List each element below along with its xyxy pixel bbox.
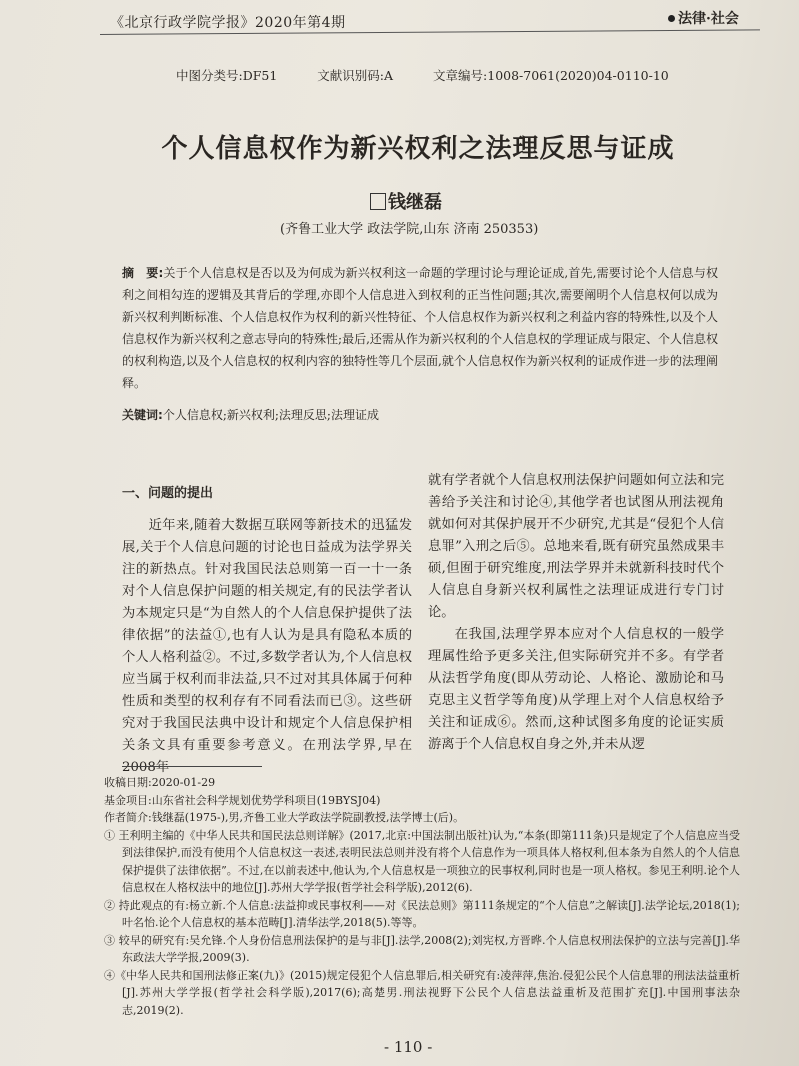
page-number: - 110 - [384, 1038, 433, 1056]
keywords [122, 406, 379, 423]
body-paragraph: 近年来,随着大数据互联网等新技术的迅猛发展,关于个人信息问题的讨论也日益成为法学界关注的新热点。针对我国民法总则第一百一十一条对个人信息保护问题的相关规定,有的民法学者认为本规定只是“为自然人的个人信息保护提供了法律依据”的法益①,也有人认为是具有隐私本质的个人人格利益②。不过,多数学者认为,个人信息权应当属于权利而非法益,只不过对其具体属于何种性质和类型的权利存有不同看法而已③。这些研究对于我国民法典中设计和规定个人信息保护相关条文具有重要参考意义。在刑法学界,早在2008年 [122, 518, 412, 775]
section-label: 法律·社会 [678, 11, 739, 27]
keywords-text: 个人信息权;新兴权利;法理反思;法理证成 [162, 408, 379, 422]
section-header [668, 8, 739, 28]
document-code: 文献识别码:A [317, 68, 394, 83]
author-bio: 作者简介:钱继磊(1975-),男,齐鲁工业大学政法学院副教授,法学博士(后)。 [104, 811, 465, 824]
author-box-icon [370, 193, 386, 210]
author-name: 钱继磊 [388, 192, 442, 213]
left-column [122, 482, 412, 779]
body-paragraph: 就有学者就个人信息权刑法保护问题如何立法和完善给予关注和讨论④,其他学者也试图从刑法视角就如何对其保护展开不少研究,尤其是“侵犯个人信息罪”入刑之后⑤。总地来看,既有研究虽然成果丰硕,但囿于研究维度,刑法学界并未就新科技时代个人信息自身新兴权利属性之法理证成进行专门讨论。 [428, 473, 724, 620]
abstract [122, 262, 718, 394]
bullet-icon [668, 15, 675, 22]
article-number: 文章编号:1008-7061(2020)04-0110-10 [433, 68, 669, 83]
author-line [370, 188, 442, 214]
affiliation: (齐鲁工业大学 政法学院,山东 济南 250353) [280, 222, 539, 237]
footnote-4: ④《中华人民共和国刑法修正案(九)》(2015)规定侵犯个人信息罪后,相关研究有:凌萍萍,焦治.侵犯公民个人信息罪的刑法法益重析[J].苏州大学学报(哲学社会科学版),2017(6);高楚男.刑法视野下公民个人信息法益重析及范围扩充[J].中国刑事法杂志,2019(2). [104, 968, 740, 1017]
footnote-2: ② 持此观点的有:杨立新.个人信息:法益抑或民事权利——对《民法总则》第111条规定的“个人信息”之解读[J].法学论坛,2018(1);叶名怡.论个人信息权的基本范畴[J].清华法学,2018(5).等等。 [104, 898, 740, 929]
clc-number: 中图分类号:DF51 [176, 68, 278, 83]
received-date: 收稿日期:2020-01-29 [104, 776, 216, 789]
footnote-3: ③ 较早的研究有:吴允锋.个人身份信息刑法保护的是与非[J].法学,2008(2);刘宪权,方晋晔.个人信息权刑法保护的立法与完善[J].华东政法大学学报,2009(3). [104, 933, 740, 964]
footnotes [104, 774, 740, 1019]
article-title: 个人信息权作为新兴权利之法理反思与证成 [161, 134, 675, 164]
fund-project: 基金项目:山东省社会科学规划优势学科项目(19BYSJ04) [104, 793, 381, 807]
body-paragraph: 在我国,法理学界本应对个人信息权的一般学理属性给予更多关注,但实际研究并不多。有学者从法哲学角度(即从劳动论、人格论、激励论和马克思主义哲学等角度)从学理上对个人信息权给予关注和证成⑥。然而,这种试图多角度的论证实质游离于个人信息权自身之外,并未从逻 [428, 627, 724, 752]
abstract-text: 关于个人信息权是否以及为何成为新兴权利这一命题的学理讨论与理论证成,首先,需要讨论个人信息与权利之间相勾连的逻辑及其背后的学理,亦即个人信息进入到权利的正当性问题;其次,需要阐明个人信息权何以成为新兴权利判断标准、个人信息权作为权利的新兴性特征、个人信息权作为新兴权利之利益内容的特殊性,以及个人信息权作为新兴权利之意志导向的特殊性;最后,还需从作为新兴权利的个人信息权的学理证成与限定、个人信息权的权利构造,以及个人信息权的权利内容的独特性等几个层面,就个人信息权作为新兴权利的证成作进一步的法理阐释。 [122, 266, 718, 390]
right-column [428, 470, 724, 756]
journal-header: 《北京行政学院学报》2020年第4期 [110, 15, 346, 31]
footnote-divider [122, 766, 262, 767]
abstract-label: 摘 要: [122, 266, 164, 280]
keywords-label: 关键词: [122, 408, 163, 422]
footnote-1: ① 王利明主编的《中华人民共和国民法总则详解》(2017,北京:中国法制出版社)认为,“本条(即第111条)只是规定了个人信息应当受到法律保护,而没有使用个人信息权这一表述,表明民法总则并没有将个人信息作为一项具体人格权利,但本条为自然人的个人信息保护提供了法律依据”。不过,在以前表述中,他认为,个人信息权是一项独立的民事权利,同时也是一项人格权。参见王利明.论个人信息权在人格权法中的地位[J].苏州大学学报(哲学社会科学版),2012(6). [104, 828, 740, 894]
section-heading: 一、问题的提出 [122, 486, 214, 501]
classification-line [176, 66, 703, 84]
